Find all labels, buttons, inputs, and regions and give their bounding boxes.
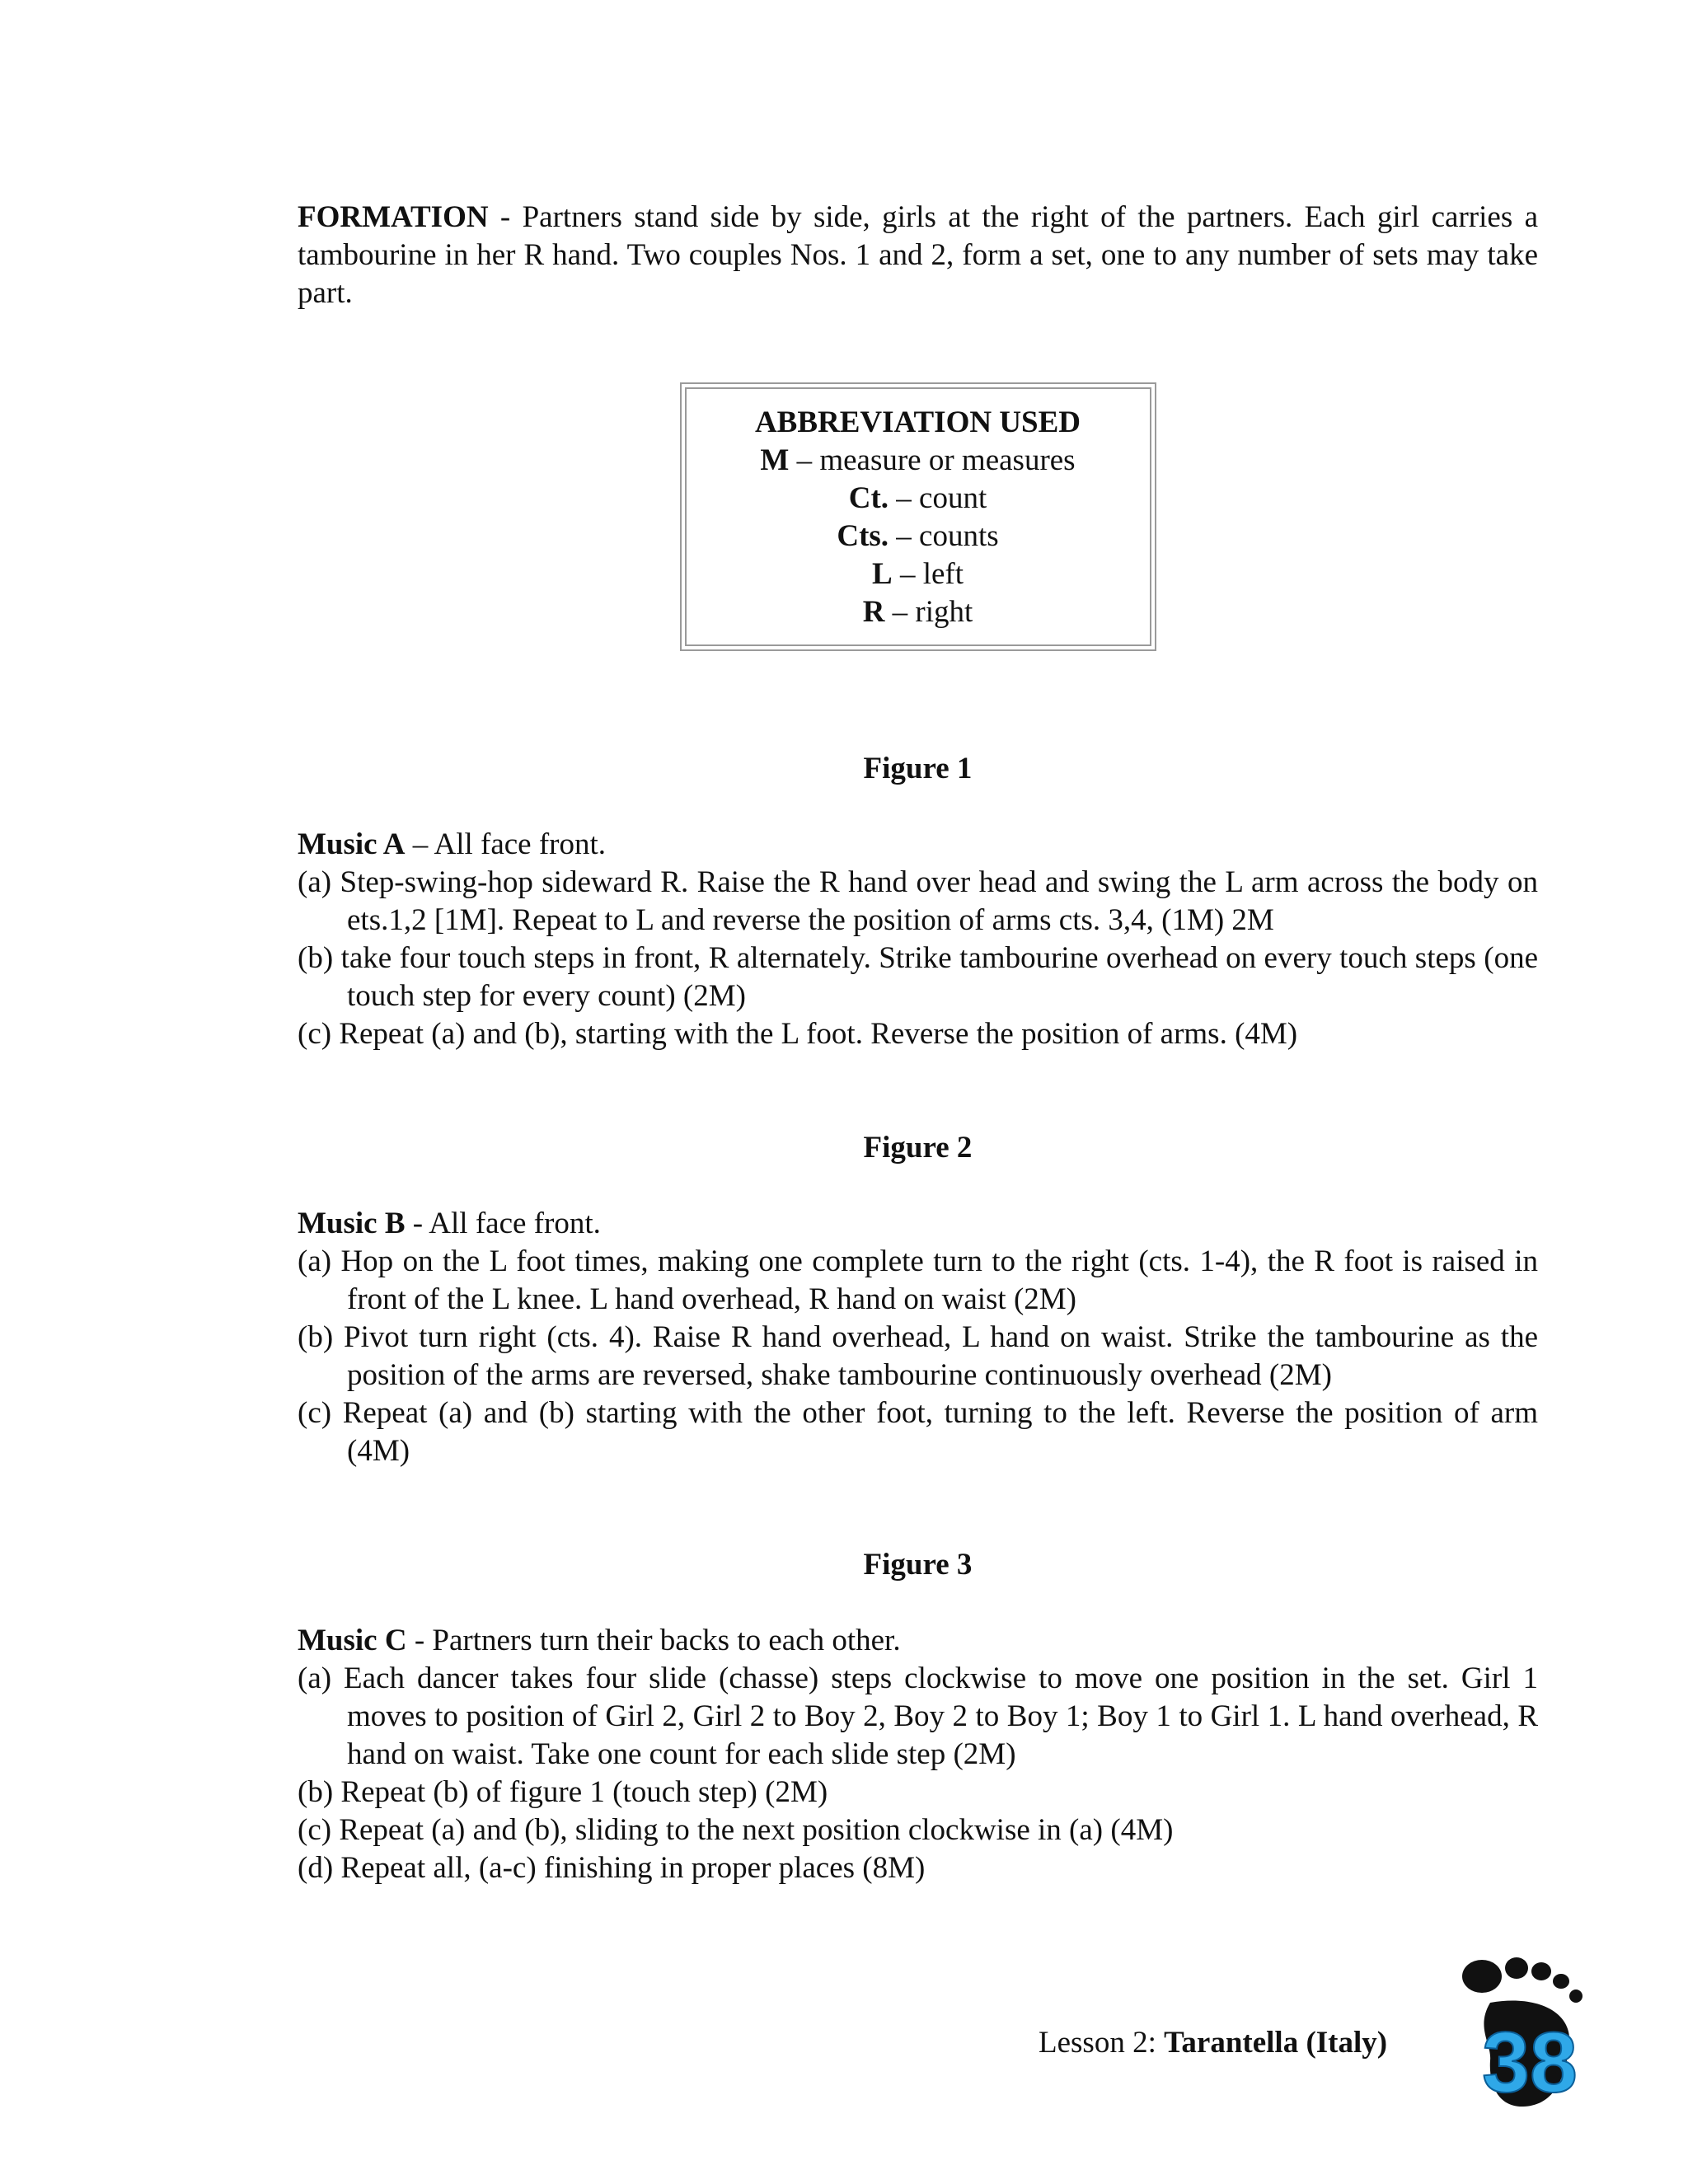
figure-3-step-d: (d) Repeat all, (a-c) finishing in proper places (8M) xyxy=(298,1851,926,1885)
figure-2-step-c: (c) Repeat (a) and (b) starting with the other foot, turning to the left. Reverse the position of arm (4M) xyxy=(298,1396,1538,1468)
footprint-page-number-icon xyxy=(1457,1953,1589,2110)
abbreviation-item: R – right xyxy=(862,595,973,629)
abbreviation-box xyxy=(680,382,1156,651)
abbreviation-item: Cts. – counts xyxy=(837,519,999,553)
footer-lesson-title: Tarantella (Italy) xyxy=(1164,2026,1388,2060)
figure-3-step-b: (b) Repeat (b) of figure 1 (touch step) (2M) xyxy=(298,1775,828,1809)
abbreviation-item: M – measure or measures xyxy=(760,443,1076,477)
footer-lesson-prefix: Lesson 2: xyxy=(1039,2026,1165,2060)
formation-label: FORMATION xyxy=(298,200,489,234)
figure-1-step-c: (c) Repeat (a) and (b), starting with the L foot. Reverse the position of arms. (4M) xyxy=(298,1017,1298,1051)
abbreviation-item: Ct. – count xyxy=(848,481,987,515)
page-number: 38 xyxy=(1482,2015,1578,2110)
abbreviation-item: L – left xyxy=(872,557,964,591)
figure-1-step-a: (a) Step-swing-hop sideward R. Raise the R hand over head and swing the L arm across the body on ets.1,2 [1M]. Repeat to L and reverse the position of arms cts. 3,4, (1M) 2M xyxy=(298,865,1538,937)
figure-1-step-b: (b) take four touch steps in front, R alternately. Strike tambourine overhead on every touch steps (one touch step for every count) (2M) xyxy=(298,941,1538,1013)
figure-2-title: Figure 2 xyxy=(863,1131,973,1165)
formation-paragraph xyxy=(298,199,1538,312)
figure-3-step-c: (c) Repeat (a) and (b), sliding to the next position clockwise in (a) (4M) xyxy=(298,1813,1174,1847)
figure-3-step-a: (a) Each dancer takes four slide (chasse) steps clockwise to move one position in the set. Girl 1 moves to position of Girl 2, Girl 2 to Boy 2, Boy 2 to Boy 1; Boy 1 to Girl 1. L hand overhead, R hand on waist. Take one count for each slide step (2M) xyxy=(298,1661,1538,1771)
figure-2-step-a: (a) Hop on the L foot times, making one complete turn to the right (cts. 1-4), the R foot is raised in front of the L knee. L hand overhead, R hand on waist (2M) xyxy=(298,1244,1538,1316)
figure-1-music: Music A – All face front. xyxy=(298,827,607,861)
figure-3-music: Music C - Partners turn their backs to each other. xyxy=(298,1624,901,1657)
figure-2-music: Music B - All face front. xyxy=(298,1207,601,1240)
abbreviation-title: ABBREVIATION USED xyxy=(754,405,1081,439)
figure-2-step-b: (b) Pivot turn right (cts. 4). Raise R hand overhead, L hand on waist. Strike the tambourine as the position of the arms are reversed, shake tambourine continuously overhead (2M) xyxy=(298,1320,1538,1392)
figure-3-title: Figure 3 xyxy=(863,1548,973,1582)
figure-1-title: Figure 1 xyxy=(863,752,973,785)
page-footer xyxy=(1039,2024,1387,2062)
page-content xyxy=(298,199,1538,1887)
formation-text: - Partners stand side by side, girls at the right of the partners. Each girl carries a tambourine in her R hand. Two couples Nos. 1 and 2, form a set, one to any number of sets may take part. xyxy=(298,200,1538,310)
